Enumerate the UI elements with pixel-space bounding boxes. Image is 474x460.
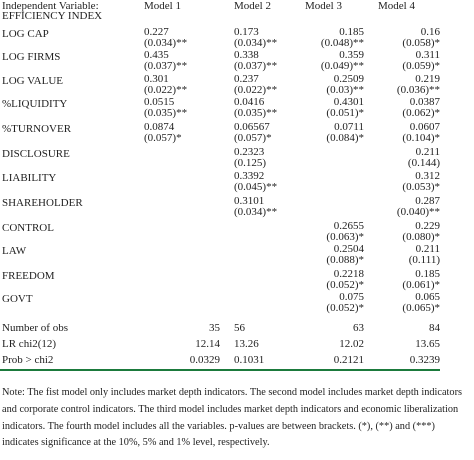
row-label: LOG CAP bbox=[2, 28, 49, 40]
row-label: SHAREHOLDER bbox=[2, 197, 83, 209]
model-2-pvalue: (0.022)** bbox=[234, 84, 278, 96]
model-3-coef: 0.2504 bbox=[333, 243, 364, 255]
model-3-pvalue: (0.051)* bbox=[326, 107, 364, 119]
model-1-pvalue: (0.035)** bbox=[144, 107, 188, 119]
row-label: LAW bbox=[2, 245, 27, 257]
model-3-pvalue: (0.052)* bbox=[326, 279, 364, 291]
header-label-line1: Independent Variable: bbox=[2, 0, 99, 12]
stat-label: Prob > chi2 bbox=[2, 354, 54, 366]
model-4-pvalue: (0.080)* bbox=[402, 231, 440, 243]
model-3-coef: 0.4301 bbox=[333, 96, 364, 108]
model-4-pvalue: (0.111) bbox=[408, 254, 440, 266]
model-2-pvalue: (0.045)** bbox=[234, 181, 278, 193]
model-2-coef: 0.3392 bbox=[234, 170, 265, 182]
row-label: %TURNOVER bbox=[2, 123, 72, 135]
stat-label: Number of obs bbox=[2, 322, 68, 334]
model-2-coef: 0.0416 bbox=[234, 96, 265, 108]
header-label-line2: EFFICIENCY INDEX bbox=[2, 10, 103, 22]
model-2-pvalue: (0.035)** bbox=[234, 107, 278, 119]
model-3-coef: 0.075 bbox=[339, 291, 364, 303]
model-3-pvalue: (0.049)** bbox=[320, 60, 364, 72]
model-2-coef: 0.2323 bbox=[234, 146, 265, 158]
header-model-2: Model 2 bbox=[234, 0, 271, 12]
stat-model-2: 0.1031 bbox=[234, 354, 265, 366]
model-4-pvalue: (0.065)* bbox=[402, 302, 440, 314]
stat-model-3: 0.2121 bbox=[333, 354, 364, 366]
model-2-pvalue: (0.037)** bbox=[234, 60, 278, 72]
model-1-coef: 0.0874 bbox=[144, 121, 175, 133]
model-4-coef: 0.229 bbox=[415, 220, 440, 232]
header-model-4: Model 4 bbox=[378, 0, 415, 12]
model-4-coef: 0.211 bbox=[415, 146, 440, 158]
row-label: LIABILITY bbox=[2, 172, 57, 184]
stat-model-1: 0.0329 bbox=[189, 354, 220, 366]
model-4-coef: 0.312 bbox=[415, 170, 440, 182]
model-4-pvalue: (0.062)* bbox=[402, 107, 440, 119]
row-label: LOG VALUE bbox=[2, 75, 64, 87]
model-4-coef: 0.0607 bbox=[409, 121, 440, 133]
table-bottom-rule bbox=[0, 369, 440, 371]
model-2-pvalue: (0.057)* bbox=[234, 132, 272, 144]
model-3-pvalue: (0.084)* bbox=[326, 132, 364, 144]
model-3-coef: 0.0711 bbox=[334, 121, 364, 133]
table-note: Note: The fist model only includes market depth indicators. The second model includes market depth indicators and corporate control indicators. The third model includes market depth indicators and economic liberalization indicators. The fourth model includes all the variables. p-values are between brackets. (*), (**) and (***) indicates significance at the 10%, 5% and 1% level, respectively. bbox=[2, 387, 463, 449]
model-4-pvalue: (0.058)* bbox=[402, 37, 440, 49]
model-4-coef: 0.211 bbox=[415, 243, 440, 255]
stat-model-2: 56 bbox=[234, 322, 245, 334]
model-3-pvalue: (0.03)** bbox=[326, 84, 364, 96]
model-2-coef: 0.237 bbox=[234, 73, 259, 85]
model-4-coef: 0.16 bbox=[420, 26, 440, 38]
model-3-coef: 0.2218 bbox=[333, 268, 364, 280]
stat-model-4: 84 bbox=[429, 322, 440, 334]
model-3-pvalue: (0.052)* bbox=[326, 302, 364, 314]
model-4-pvalue: (0.040)** bbox=[396, 206, 440, 218]
model-4-coef: 0.185 bbox=[415, 268, 440, 280]
model-4-pvalue: (0.144) bbox=[407, 157, 440, 169]
model-1-pvalue: (0.022)** bbox=[144, 84, 188, 96]
model-4-pvalue: (0.061)* bbox=[402, 279, 440, 291]
model-1-pvalue: (0.037)** bbox=[144, 60, 188, 72]
model-2-pvalue: (0.125) bbox=[234, 157, 267, 169]
model-4-coef: 0.219 bbox=[415, 73, 440, 85]
model-3-pvalue: (0.063)* bbox=[326, 231, 364, 243]
model-4-pvalue: (0.036)** bbox=[396, 84, 440, 96]
model-4-pvalue: (0.104)* bbox=[402, 132, 440, 144]
row-label: GOVT bbox=[2, 293, 33, 305]
model-4-pvalue: (0.059)* bbox=[402, 60, 440, 72]
row-label: DISCLOSURE bbox=[2, 148, 70, 160]
model-1-pvalue: (0.057)* bbox=[144, 132, 182, 144]
model-4-pvalue: (0.053)* bbox=[402, 181, 440, 193]
stat-model-4: 13.65 bbox=[415, 338, 440, 350]
stat-model-4: 0.3239 bbox=[409, 354, 440, 366]
model-3-coef: 0.2509 bbox=[333, 73, 364, 85]
stat-label: LR chi2(12) bbox=[2, 338, 57, 350]
model-1-coef: 0.435 bbox=[144, 49, 169, 61]
row-label: FREEDOM bbox=[2, 270, 55, 282]
model-3-pvalue: (0.088)* bbox=[326, 254, 364, 266]
header-model-3: Model 3 bbox=[305, 0, 342, 12]
stat-model-3: 12.02 bbox=[339, 338, 364, 350]
model-1-pvalue: (0.034)** bbox=[144, 37, 188, 49]
model-1-coef: 0.301 bbox=[144, 73, 169, 85]
row-label: LOG FIRMS bbox=[2, 51, 61, 63]
stat-model-2: 13.26 bbox=[234, 338, 259, 350]
model-3-coef: 0.359 bbox=[339, 49, 364, 61]
model-2-coef: 0.338 bbox=[234, 49, 259, 61]
model-4-coef: 0.311 bbox=[415, 49, 440, 61]
model-2-coef: 0.3101 bbox=[234, 195, 265, 207]
model-2-coef: 0.173 bbox=[234, 26, 259, 38]
model-3-coef: 0.2655 bbox=[333, 220, 364, 232]
row-label: %LIQUIDITY bbox=[2, 98, 68, 110]
model-3-pvalue: (0.048)** bbox=[320, 37, 364, 49]
model-1-coef: 0.227 bbox=[144, 26, 169, 38]
model-2-coef: 0.06567 bbox=[234, 121, 270, 133]
model-2-pvalue: (0.034)** bbox=[234, 206, 278, 218]
model-3-coef: 0.185 bbox=[339, 26, 364, 38]
model-4-coef: 0.287 bbox=[415, 195, 440, 207]
stat-model-1: 35 bbox=[209, 322, 220, 334]
model-4-coef: 0.065 bbox=[415, 291, 440, 303]
stat-model-1: 12.14 bbox=[195, 338, 220, 350]
stat-model-3: 63 bbox=[353, 322, 364, 334]
model-4-coef: 0.0387 bbox=[409, 96, 440, 108]
model-2-pvalue: (0.034)** bbox=[234, 37, 278, 49]
model-1-coef: 0.0515 bbox=[144, 96, 175, 108]
header-model-1: Model 1 bbox=[144, 0, 181, 12]
row-label: CONTROL bbox=[2, 222, 54, 234]
